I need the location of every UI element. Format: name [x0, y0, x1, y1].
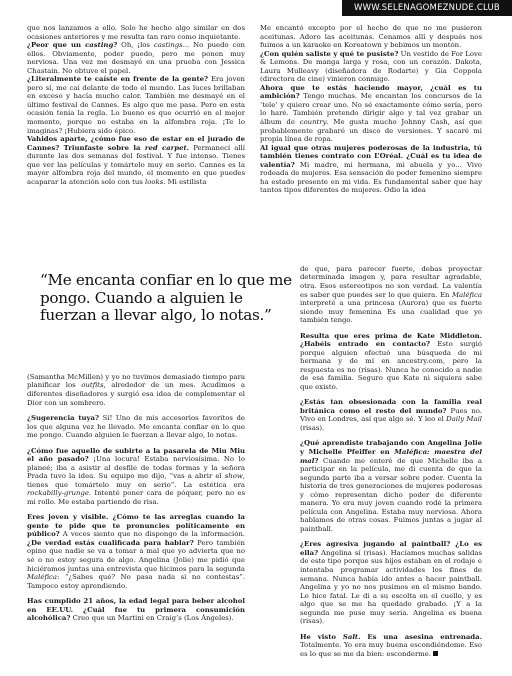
left-bottom-paragraph: (Samantha McMillen) y yo no tuvimos demasiado tiempo para planificar los outfits, alrededor de un mes. Acudimos a diferentes diseñadores y surgió esa idea de complementar el Dior con un sombrero.: [27, 372, 245, 407]
right-column-paragraph: Ahora que te estás haciendo mayor, ¿cuál es tu ambición? Tengo muchas. Me encantan los concursos de la ‘tele’ y quiero crear uno. No sé exactamente cómo sería, pero lo haré. También pretendo dirigir algo y tal vez grabar un álbum de country. Me gusta mucho Johnny Cash, así que probablemente grabaré un disco de versiones. Y sacaré mi propia línea de ropa.: [260, 83, 482, 144]
right-column: [260, 24, 482, 195]
right-column-paragraph: ¿Con quién saliste y qué te pusiste? Un vestido de For Love & Lemons. De manga larga y rosa, con un corazón. Dakota, Laura Mulleavy (diseñadora de Rodarte) y Gia Coppola (directora de cine) vinieron conmigo.: [260, 49, 482, 84]
right-inset-paragraph: Resulta que eres prima de Kate Middleton. ¿Habéis entrado en contacto? Esto surgió porque alguien efectuó una búsqueda de mi hermana y de mí en ancestry.com, pero la respuesta es no (risas). Nunca he conocido a nadie de esa familia. Seguro que Kate ni siquiera sabe que existo.: [300, 331, 482, 391]
left-bottom-paragraph: Eres joven y visible. ¿Cómo te las arreglas cuando la gente te pide que te pronuncies políticamente en público? A veces siento que no dispongo de la información. ¿De verdad estás cualificada para hablar? Pero también opino que nadie se va a tomar a mal que yo advierta que no sé o no estoy segura de algo. Angelina (Jolie) me pidió que hiciéramos juntas una entrevista que hicimos para la segunda Maléfica: “¿Sabes qué? No pasa nada si no contestas”. Tampoco estoy aprendiendo.: [27, 513, 245, 590]
left-column-paragraph: Vahidos aparte, ¿cómo fue eso de estar en el jurado de Cannes? Triunfaste sobre la red carpet. Permanecí allí durante las dos semanas del festival. Y fue intenso. Tienes que ver las películas y tomártelo muy en serio. Cannes es la mayor alfombra roja del mundo, el momento en que puedes acaparar la atención solo con tus looks. Mi estilista: [27, 135, 245, 186]
right-inset-paragraph: ¿Eres agresiva jugando al paintball? ¿Lo es ella? Angelina sí (risas). Hacíamos muchas salidas de este tipo porque sus hijos estaban en el rodaje e intentaba programar actividades los fines de semana. Nunca había ido antes a hacer paintball. Angelina y yo no nos pusimos en el mismo bando. Lo hice fatal. Le di a su escolta en el cuello, y es algo que se me ha quedado grabado. ¡Y a la segunda me puse muy seria. Angelina es buena (risas).: [300, 540, 482, 626]
left-bottom-column: [27, 366, 245, 630]
right-inset-paragraph: ¿Qué aprendiste trabajando con Angelina Jolie y Michelle Pfeiffer en Maléfica: maestra del mal? Cuando me enteré de que Michelle iba a participar en la película, me di cuenta de que la segunda parte iba a versar sobre poder. Cuenta la historia de tres generaciones de mujeres poderosas y cómo representan dicho poder de diferente manera. Yo era muy joven cuando rodé la primera película con Angelina. Estaba muy nerviosa. Ahora hablamos de otras cosas. Fuimos juntas a jugar al paintball.: [300, 439, 482, 533]
right-inset-paragraph: ¿Estás tan obsesionada con la familia real británica como el resto del mundo? Pues no. Vivo en Londres, así que algo sé. Y leo el Daily Mail (risas).: [300, 398, 482, 432]
left-bottom-paragraph: ¿Cómo fue aquello de subirte a la pasarela de Miu Miu el año pasado? ¡Una locura! Estaba nerviosísima. No lo planeé; iba a asistir al desfile de todas formas y la señora Prada tuvo la idea. Su equipo me dijo, “vas a abrir el show, tienes que tomártelo muy en serio”. La estética era rockabilly-grunge. Intenté poner cara de póquer, pero no es mi rollo. Me estaba partiendo de risa.: [27, 446, 245, 506]
left-column-paragraph: que nos lanzamos a ello. Solo he hecho algo similar en dos ocasiones anteriores y me resulta tan raro como inquietante.: [27, 24, 245, 41]
right-column-paragraph: Me encantó excepto por el hecho de que no me pusieron aceitunas. Adoro las aceitunas. Cenamos allí y después nos fuimos a un karaoke en Koreatown y bebimos un montón.: [260, 24, 482, 50]
right-inset-paragraph: He visto Salt. Es una asesina entrenada. Totalmente. Yo era muy buena escondiéndome. Eso es lo que se me da bien: esconderme.: [300, 632, 482, 658]
end-mark-icon: [433, 651, 438, 656]
watermark-banner: WWW.SELENAGOMEZNUDE.CLUB: [342, 0, 512, 16]
left-column-paragraph: ¿Literalmente te caíste en frente de la gente? Era joven pero sí, me caí delante de todo el mundo. Las luces brillaban en exceso y hacía mucho calor. También me desmayé en el último festival de Cannes. Es algo que me pasa. Pero en esta ocasión tenía la regla. Lo bueno es que ocurrió en el mejor momento, porque no estaba en la alfombra roja. ¡Te lo imaginas? ¡Hubiera sido épico.: [27, 75, 245, 135]
left-bottom-paragraph: ¿Sugerencia tuya? Sí! Uno de mis accesorios favoritos de los que alguna vez he llevado. Me encanta confiar en lo que me pongo. Cuando alguien le fuerzan a llevar algo, lo notas.: [27, 413, 245, 440]
left-column-paragraph: ¿Peor que un casting? Oh, ¡los castings... No puedo con ellos. Obviamente, poder puedo, pero me ponen muy nerviosa. Una vez me desmayé en una prueba con Jessica Chastain. No obtuve el papel.: [27, 41, 245, 75]
left-bottom-paragraph: Has cumplido 21 años, la edad legal para beber alcohol en EE.UU. ¿Cuál fue tu primera consumición alcohólica? Creo que un Martini en Craig’s (Los Ángeles).: [27, 597, 245, 623]
right-inset-paragraph: de que, para parecer fuerte, debas proyectar determinada imagen y, para resultar agradable, otra. Esos estereotipos no son verdad. La valentía es saber que puedes ser lo que quiera. En Maléfica interpreté a una princesa (Aurora) que es fuerte siendo muy femenina Es una cualidad que yo también tengo.: [300, 264, 482, 325]
right-inset-column: [300, 258, 482, 665]
left-column: [27, 24, 245, 186]
pull-quote: “Me encanta confiar en lo que me pongo. Cuando a alguien le fuerzan a llevar algo, lo notas.”: [40, 271, 292, 325]
right-column-paragraph: Al igual que otras mujeres poderosas de la industria, tú también tienes contrato con L’Oréal. ¿Cuál es tu idea de valentía? Mi madre, mi hermana, mi abuela y yo... Vivo rodeada de mujeres. Esa sensación de poder femenino siempre ha estado presente en mi vida. Es fundamental saber que hay tantos tipos diferentes de mujeres. Odio la idea: [260, 143, 482, 195]
